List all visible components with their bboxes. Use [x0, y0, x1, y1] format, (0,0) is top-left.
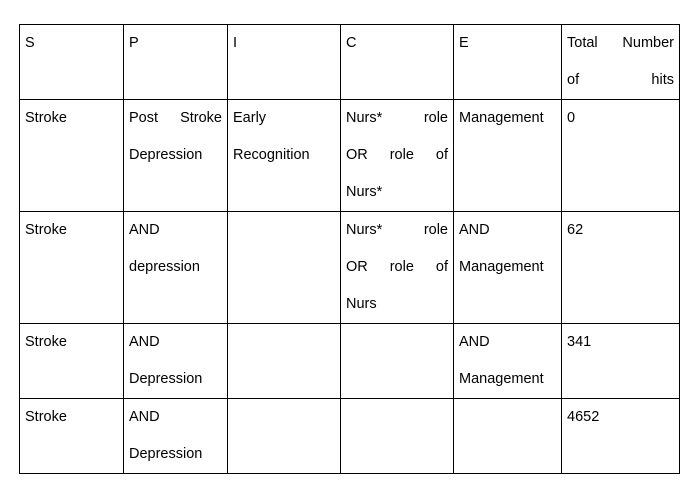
cell-p — [124, 324, 228, 399]
cell-p-line-1: AND — [129, 222, 160, 238]
cell-p-line-2: Depression — [129, 446, 203, 462]
cell-s: Stroke — [20, 324, 124, 399]
cell-total: 4652 — [562, 399, 680, 474]
header-e: E — [454, 25, 562, 100]
cell-p-line-1: AND — [129, 334, 160, 350]
cell-c — [341, 100, 454, 212]
cell-s: Stroke — [20, 399, 124, 474]
cell-p — [124, 100, 228, 212]
cell-c-line-2: OR role of — [346, 147, 448, 163]
cell-total: 341 — [562, 324, 680, 399]
header-s: S — [20, 25, 124, 100]
cell-p-line-2: Depression — [129, 147, 203, 163]
header-c: C — [341, 25, 454, 100]
cell-p — [124, 212, 228, 324]
cell-e — [454, 100, 562, 212]
cell-s: Stroke — [20, 100, 124, 212]
cell-e-line-2: Management — [459, 371, 544, 387]
cell-p-line-1: Post Stroke — [129, 110, 222, 126]
header-total-line-2: of hits — [567, 72, 674, 88]
cell-e — [454, 212, 562, 324]
cell-e — [454, 324, 562, 399]
cell-i — [228, 324, 341, 399]
header-total-hits — [562, 25, 680, 100]
cell-c — [341, 399, 454, 474]
cell-p-line-2: depression — [129, 259, 200, 275]
cell-i — [228, 100, 341, 212]
cell-c-line-3: Nurs* — [346, 184, 383, 200]
cell-e-line-1: AND — [459, 334, 490, 350]
cell-i-line-1: Early — [233, 110, 267, 126]
cell-c — [341, 324, 454, 399]
cell-c-line-1: Nurs* role — [346, 110, 448, 126]
cell-e-line-1: Management — [459, 110, 544, 126]
cell-i — [228, 212, 341, 324]
table-row — [20, 100, 680, 212]
cell-s: Stroke — [20, 212, 124, 324]
search-strategy-table — [19, 24, 680, 474]
cell-p-line-1: AND — [129, 409, 160, 425]
cell-i — [228, 399, 341, 474]
table-row — [20, 212, 680, 324]
cell-c — [341, 212, 454, 324]
header-total-line-1: Total Number — [567, 35, 674, 51]
table-row — [20, 399, 680, 474]
table-header-row — [20, 25, 680, 100]
cell-e-line-2: Management — [459, 259, 544, 275]
header-i: I — [228, 25, 341, 100]
cell-e-line-1: AND — [459, 222, 490, 238]
cell-i-line-2: Recognition — [233, 147, 310, 163]
cell-c-line-2: OR role of — [346, 259, 448, 275]
cell-total: 0 — [562, 100, 680, 212]
cell-e — [454, 399, 562, 474]
cell-total: 62 — [562, 212, 680, 324]
cell-p-line-2: Depression — [129, 371, 203, 387]
cell-c-line-3: Nurs — [346, 296, 377, 312]
table-row — [20, 324, 680, 399]
header-p: P — [124, 25, 228, 100]
cell-c-line-1: Nurs* role — [346, 222, 448, 238]
cell-p — [124, 399, 228, 474]
